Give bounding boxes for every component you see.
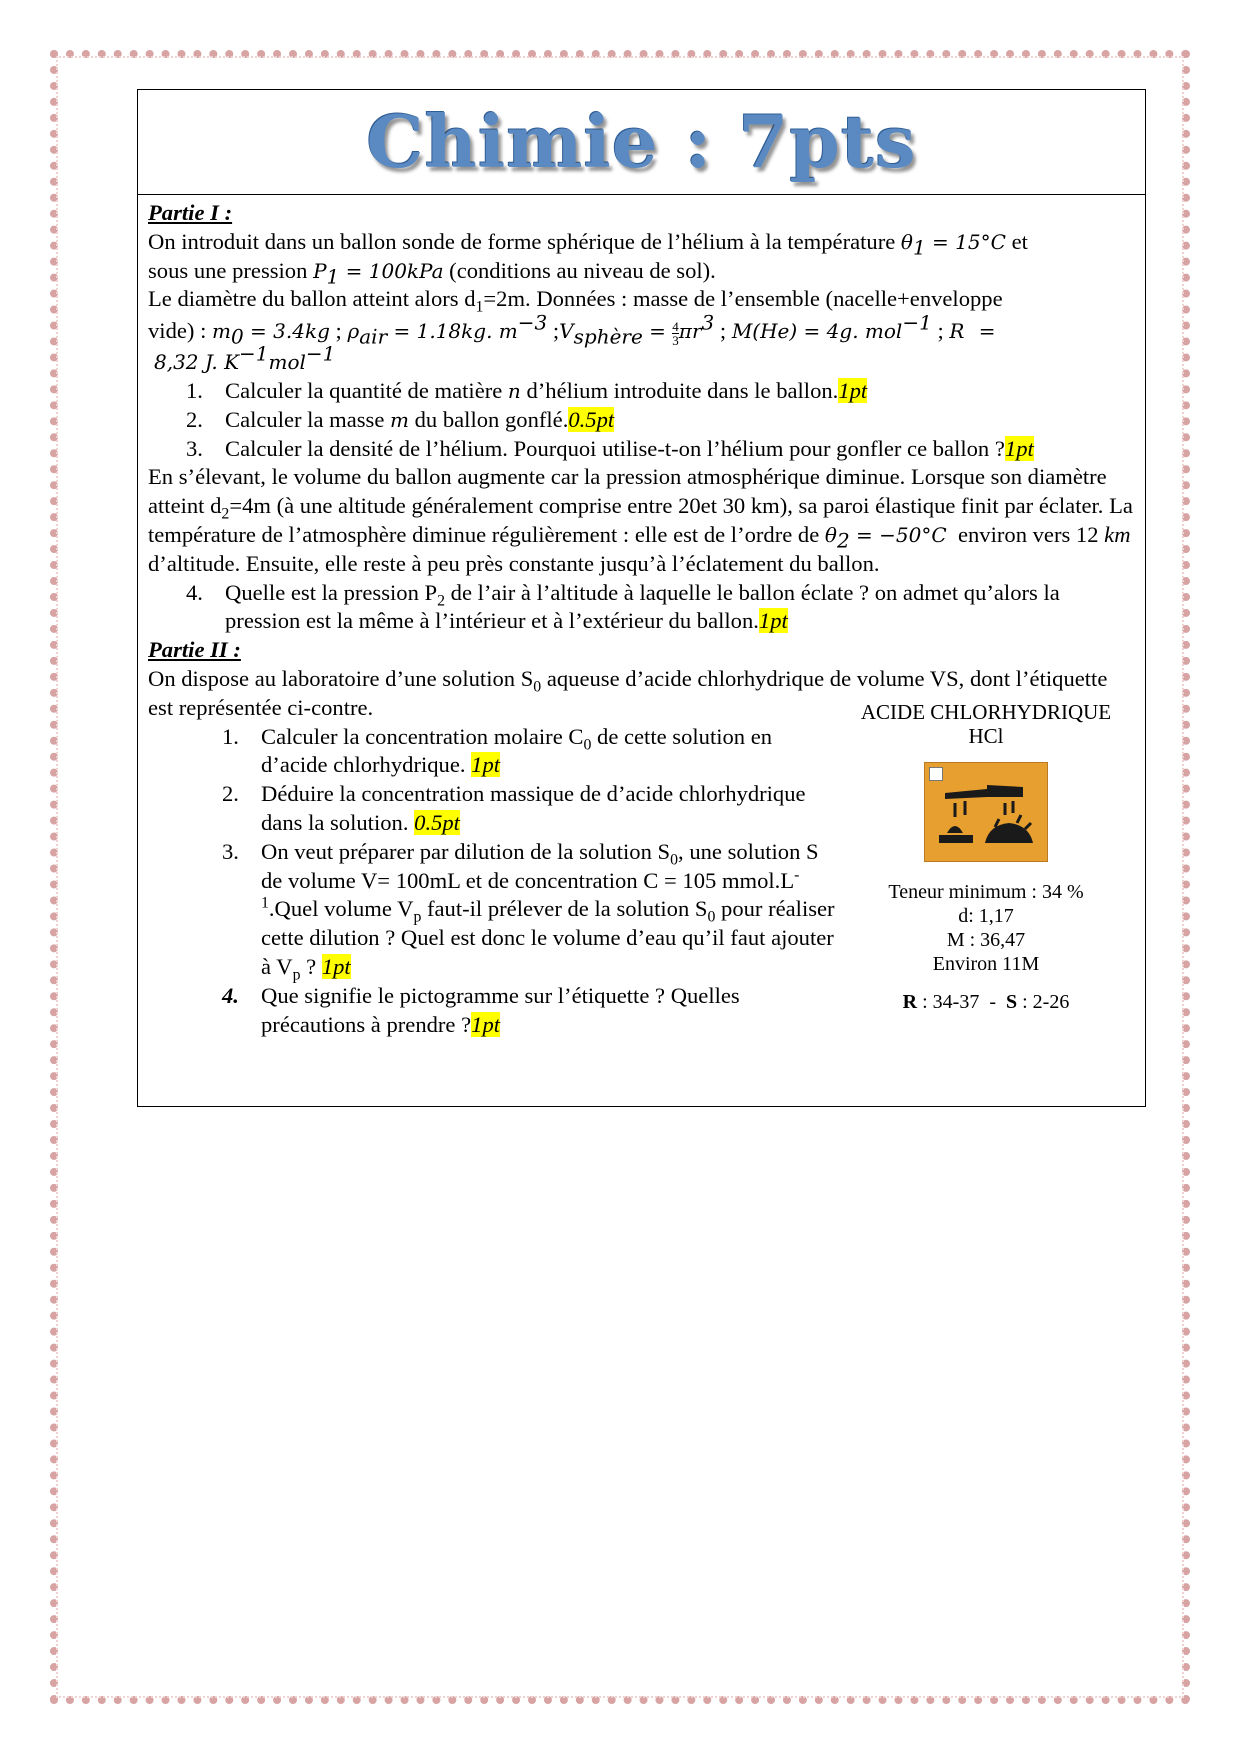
question-text: de cette solution en d’acide chlorhydrique. bbox=[261, 723, 773, 778]
intro-text: On dispose au laboratoire d’une solution S bbox=[148, 665, 534, 691]
question-text: Déduire la concentration massique de d’acide chlorhydrique dans la solution. bbox=[261, 781, 806, 835]
points-badge: 0.5pt bbox=[414, 809, 460, 835]
question-text: pour réaliser cette dilution ? Quel est donc le volume d’eau qu’il faut ajouter à V bbox=[261, 896, 835, 979]
part2-question-list bbox=[148, 723, 838, 1040]
part1-heading: Partie I : bbox=[148, 200, 233, 225]
context-text: En s’élevant, le volume du ballon augmente car la pression atmosphérique diminue. Lorsque son diamètre atteint d bbox=[148, 464, 1107, 519]
part2-section bbox=[148, 636, 1135, 1039]
risk-value: : 34-37 - bbox=[917, 991, 1006, 1014]
gas-constant-exponent: −1 bbox=[239, 341, 269, 366]
pressure-subscript: 2 bbox=[437, 592, 445, 610]
unit-km: km bbox=[1104, 521, 1131, 547]
intro-text: On introduit dans un ballon sonde de forme sphérique de l’hélium à la température bbox=[148, 228, 901, 254]
solution-subscript: 0 bbox=[707, 908, 716, 926]
volume-subscript: p bbox=[292, 966, 301, 984]
pressure-symbol: P bbox=[313, 258, 327, 283]
gas-constant-exponent: −1 bbox=[305, 341, 336, 366]
question-text: du ballon gonflé. bbox=[408, 406, 569, 432]
question-item bbox=[148, 435, 1135, 464]
points-badge: 1pt bbox=[758, 608, 788, 634]
volume-subscript: sphère bbox=[573, 324, 643, 349]
part1-question-list-2 bbox=[148, 579, 1135, 637]
exercise-frame bbox=[137, 89, 1146, 1107]
question-text: , une solution S de volume V= 100mL et de concentration C = 105 mmol.L bbox=[261, 838, 819, 893]
points-badge: 1pt bbox=[1004, 435, 1034, 461]
question-number: 3. bbox=[186, 435, 203, 461]
temperature-value: = 15°C bbox=[925, 229, 1006, 254]
part1-intro bbox=[148, 228, 1135, 377]
question-number: 2. bbox=[186, 406, 203, 432]
theta-symbol: θ bbox=[900, 229, 913, 254]
intro-text: Le diamètre du ballon atteint alors d bbox=[148, 286, 476, 312]
intro-text: =2m. Données : masse de l’ensemble (nacelle+enveloppe bbox=[483, 286, 1003, 312]
question-text: d’hélium introduite dans le ballon. bbox=[520, 377, 839, 403]
question-item bbox=[148, 579, 1135, 637]
page-title: Chimie : 7pts bbox=[366, 99, 917, 184]
points-badge: 1pt bbox=[321, 953, 351, 979]
gas-constant-line bbox=[148, 341, 336, 375]
question-number: 4. bbox=[186, 579, 203, 605]
data-label: vide) : bbox=[148, 318, 212, 344]
equals: = bbox=[642, 319, 673, 344]
question-text: ? bbox=[300, 953, 322, 979]
question-number: 4. bbox=[222, 982, 239, 1008]
rho-value: = 1.18kg. m bbox=[387, 319, 518, 344]
question-text: On veut préparer par dilution de la solution S bbox=[261, 838, 671, 864]
question-item bbox=[148, 406, 1135, 435]
question-item bbox=[148, 780, 838, 838]
question-number: 3. bbox=[222, 838, 239, 864]
label-name: ACIDE CHLORHYDRIQUE bbox=[860, 700, 1112, 725]
rho-exponent: −3 bbox=[517, 310, 548, 335]
corrosive-symbol-icon bbox=[925, 763, 1047, 861]
diameter-subscript: 1 bbox=[475, 298, 484, 316]
label-density: d: 1,17 bbox=[958, 905, 1014, 928]
mass-value: = 3.4kg bbox=[243, 319, 330, 344]
rho-subscript: air bbox=[359, 324, 388, 349]
gas-constant-symbol: R = bbox=[949, 319, 996, 344]
fraction-denominator: 3 bbox=[672, 332, 679, 348]
diameter-subscript: 2 bbox=[221, 505, 230, 523]
question-text: Que signifie le pictogramme sur l’étiquette ? Quelles précautions à prendre ? bbox=[261, 982, 740, 1037]
points-badge: 0.5pt bbox=[568, 406, 615, 432]
pressure-subscript: 1 bbox=[326, 264, 340, 289]
part1-context bbox=[148, 463, 1142, 578]
product-label bbox=[838, 700, 1134, 1014]
safety-label: S bbox=[1006, 991, 1018, 1014]
question-text: faut-il prélever de la solution S bbox=[421, 896, 708, 922]
question-item bbox=[148, 377, 1135, 406]
safety-value: : 2-26 bbox=[1017, 991, 1070, 1014]
separator: ; bbox=[547, 318, 560, 344]
context-text: environ vers 12 bbox=[946, 521, 1105, 547]
question-text: Calculer la quantité de matière bbox=[225, 377, 508, 403]
corrosive-pictogram-icon bbox=[924, 762, 1048, 862]
theta-symbol: θ bbox=[824, 522, 837, 547]
intro-text: aqueuse d’acide chlorhydrique de volume VS, dont l’étiquette est représentée ci-contre. bbox=[148, 665, 1108, 720]
label-risk-safety bbox=[838, 990, 1134, 1014]
gas-constant-unit: mol bbox=[268, 350, 306, 375]
separator: ; bbox=[714, 318, 732, 344]
label-teneur: Teneur minimum : 34 % bbox=[888, 881, 1084, 904]
rho-symbol: ρ bbox=[347, 319, 360, 344]
molar-mass-exponent: −1 bbox=[902, 310, 932, 335]
gas-constant-value: 8,32 J. K bbox=[154, 350, 240, 375]
separator: ; bbox=[931, 318, 950, 344]
title-band bbox=[138, 90, 1145, 195]
mass-symbol: m bbox=[212, 319, 231, 344]
separator: ; bbox=[329, 318, 348, 344]
volume-formula: πr bbox=[678, 319, 702, 344]
question-variable: m bbox=[390, 407, 409, 432]
part2-heading: Partie II : bbox=[148, 637, 241, 663]
concentration-subscript: 0 bbox=[583, 736, 592, 754]
mass-subscript: 0 bbox=[230, 324, 244, 349]
molar-mass-helium: M(He) = 4g. mol bbox=[731, 319, 903, 344]
question-number: 2. bbox=[222, 781, 239, 807]
context-text: d’altitude. Ensuite, elle reste à peu près constante jusqu’à l’éclatement du ballon. bbox=[148, 521, 1142, 576]
intro-text: (conditions au niveau de sol). bbox=[443, 257, 716, 283]
question-variable: n bbox=[507, 378, 521, 403]
question-text: Calculer la masse bbox=[225, 406, 390, 432]
part1-question-list bbox=[148, 377, 1135, 463]
question-number: 1. bbox=[186, 377, 203, 403]
label-molar-mass: M : 36,47 bbox=[946, 929, 1026, 952]
data-line bbox=[148, 310, 996, 349]
volume-exponent: 3 bbox=[701, 310, 715, 335]
question-number: 1. bbox=[222, 723, 239, 749]
intro-text: sous une pression bbox=[148, 257, 314, 283]
label-formula: HCl bbox=[968, 724, 1004, 749]
risk-label: R bbox=[902, 991, 918, 1014]
temperature-value: = −50°C bbox=[849, 522, 947, 547]
volume-symbol: V bbox=[559, 319, 574, 344]
theta-subscript: 1 bbox=[912, 235, 926, 260]
question-text: de l’air à l’altitude à laquelle le ballon éclate ? on admet qu’alors la pression est la même à l’intérieur et à l’extérieur du ballon. bbox=[225, 579, 1060, 634]
question-text: Calculer la densité de l’hélium. Pourquoi utilise-t-on l’hélium pour gonfler ce ballon ? bbox=[225, 435, 1005, 461]
fraction-numerator: 4 bbox=[672, 318, 679, 334]
points-badge: 1pt bbox=[471, 1011, 501, 1037]
question-text: .Quel volume V bbox=[268, 896, 414, 922]
question-text: Calculer la concentration molaire C bbox=[261, 723, 584, 749]
points-badge: 1pt bbox=[471, 752, 501, 778]
question-text: Quelle est la pression P bbox=[225, 579, 438, 605]
points-badge: 1pt bbox=[838, 377, 868, 403]
question-item bbox=[148, 838, 838, 982]
solution-subscript: 0 bbox=[670, 851, 679, 869]
volume-subscript: p bbox=[413, 908, 422, 926]
pressure-value: = 100kPa bbox=[339, 258, 444, 283]
question-item bbox=[148, 723, 838, 781]
theta-subscript: 2 bbox=[836, 528, 850, 553]
unit-exponent: -1 bbox=[261, 866, 800, 912]
exercise-content bbox=[138, 195, 1145, 1039]
solution-subscript: 0 bbox=[533, 678, 542, 696]
context-text: =4m (à une altitude généralement comprise entre 20et 30 km), sa paroi élastique finit par éclater. La température de l’atmosphère diminue régulièrement : elle est de l’ordre de bbox=[148, 493, 1133, 547]
intro-text: et bbox=[1005, 228, 1028, 254]
label-concentration: Environ 11M bbox=[932, 953, 1040, 976]
question-item bbox=[148, 982, 838, 1040]
